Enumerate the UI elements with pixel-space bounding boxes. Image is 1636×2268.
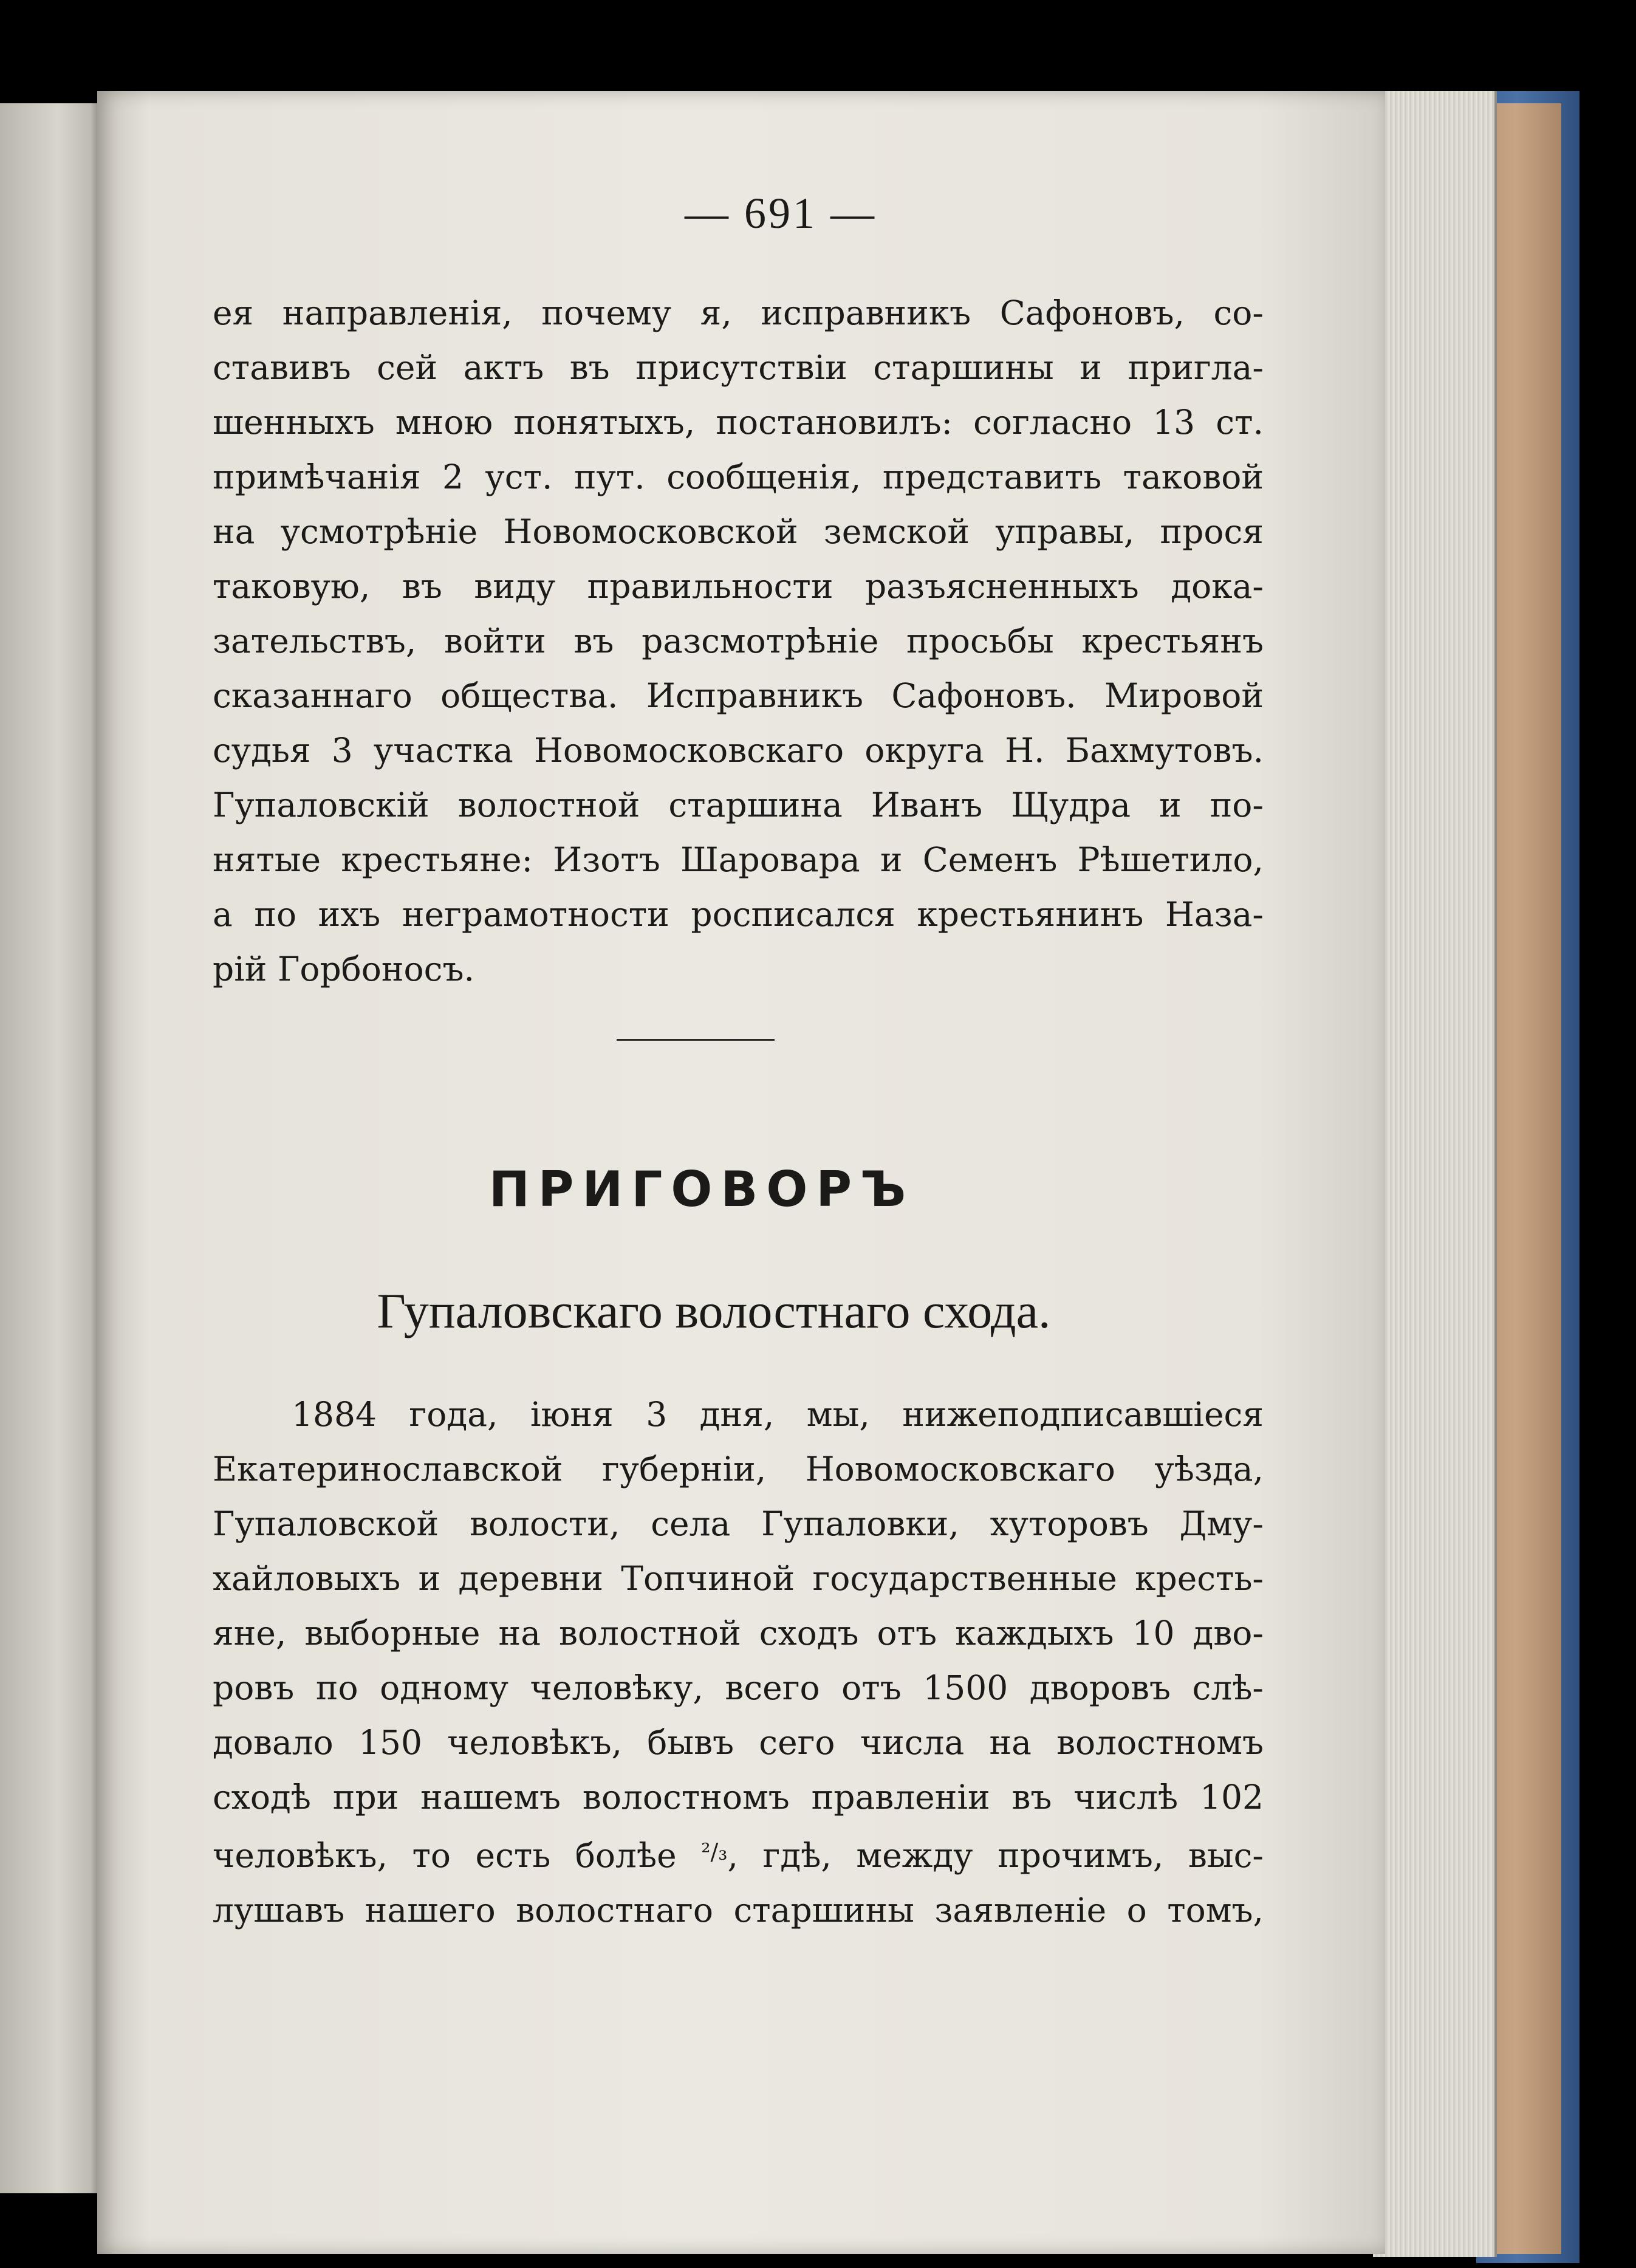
fraction: ²/₃: [701, 1838, 728, 1865]
text-line: на усмотрѣніе Новомосковской земской управы, прося: [213, 512, 1264, 551]
text-line: Гупаловской волости, села Гупаловки, хуторовъ Дму-: [213, 1504, 1264, 1543]
text-line: таковую, въ виду правильности разъясненныхъ дока-: [213, 567, 1264, 606]
left-page-edge: [0, 103, 106, 2193]
paragraph-2: [213, 1387, 1264, 1937]
text-line: а по ихъ неграмотности росписался крестьянинъ Наза-: [213, 895, 1264, 934]
section-subtitle: Гупаловскаго волостнаго схода.: [377, 1283, 1051, 1338]
text-line: примѣчанія 2 уст. пут. сообщенія, представить таковой: [213, 457, 1264, 496]
text-line: нятые крестьяне: Изотъ Шаровара и Семенъ Рѣшетило,: [213, 840, 1264, 879]
text-line: ея направленія, почему я, исправникъ Сафоновъ, со-: [213, 293, 1264, 332]
text-line: яне, выборные на волостной сходъ отъ каждыхъ 10 дво-: [213, 1614, 1264, 1653]
text-line: довало 150 человѣкъ, бывъ сего числа на волостномъ: [213, 1723, 1264, 1762]
text-line: шенныхъ мною понятыхъ, постановилъ: согласно 13 ст.: [213, 403, 1264, 442]
text-line: Гупаловскій волостной старшина Иванъ Щудра и по-: [213, 786, 1264, 824]
text-line: хайловыхъ и деревни Топчиной государственные кресть-: [213, 1559, 1264, 1598]
text-line: сходѣ при нашемъ волостномъ правленіи въ числѣ 102: [213, 1778, 1264, 1817]
text-line: судья 3 участка Новомосковскаго округа Н. Бахмутовъ.: [213, 731, 1264, 770]
book-page: [97, 91, 1385, 2254]
section-title: ПРИГОВОРЪ: [488, 1161, 915, 1218]
text-line: 1884 года, іюня 3 дня, мы, нижеподписавшіеся: [292, 1395, 1264, 1434]
text-line: ставивъ сей актъ въ присутствіи старшины и пригла-: [213, 348, 1264, 387]
text-line: зательствъ, войти въ разсмотрѣніе просьбы крестьянъ: [213, 622, 1264, 660]
text-line: Екатеринославской губерніи, Новомосковскаго уѣзда,: [213, 1450, 1264, 1489]
text-fragment: , гдѣ, между прочимъ, выс-: [727, 1836, 1264, 1875]
text-line: рій Горбоносъ.: [213, 950, 474, 988]
page-stack-edge: [1373, 91, 1497, 2257]
section-divider: [617, 1039, 775, 1041]
text-line: [213, 1824, 1264, 1883]
text-line: лушавъ нашего волостнаго старшины заявленіе о томъ,: [213, 1891, 1264, 1930]
text-line: сказаннаго общества. Исправникъ Сафоновъ. Мировой: [213, 676, 1264, 715]
text-fragment: человѣкъ, то есть болѣе: [213, 1836, 702, 1875]
paragraph-1: [213, 286, 1264, 996]
text-line: ровъ по одному человѣку, всего отъ 1500 дворовъ слѣ-: [213, 1668, 1264, 1707]
page-number: — 691 —: [685, 189, 877, 238]
page-content: [213, 286, 1264, 1937]
